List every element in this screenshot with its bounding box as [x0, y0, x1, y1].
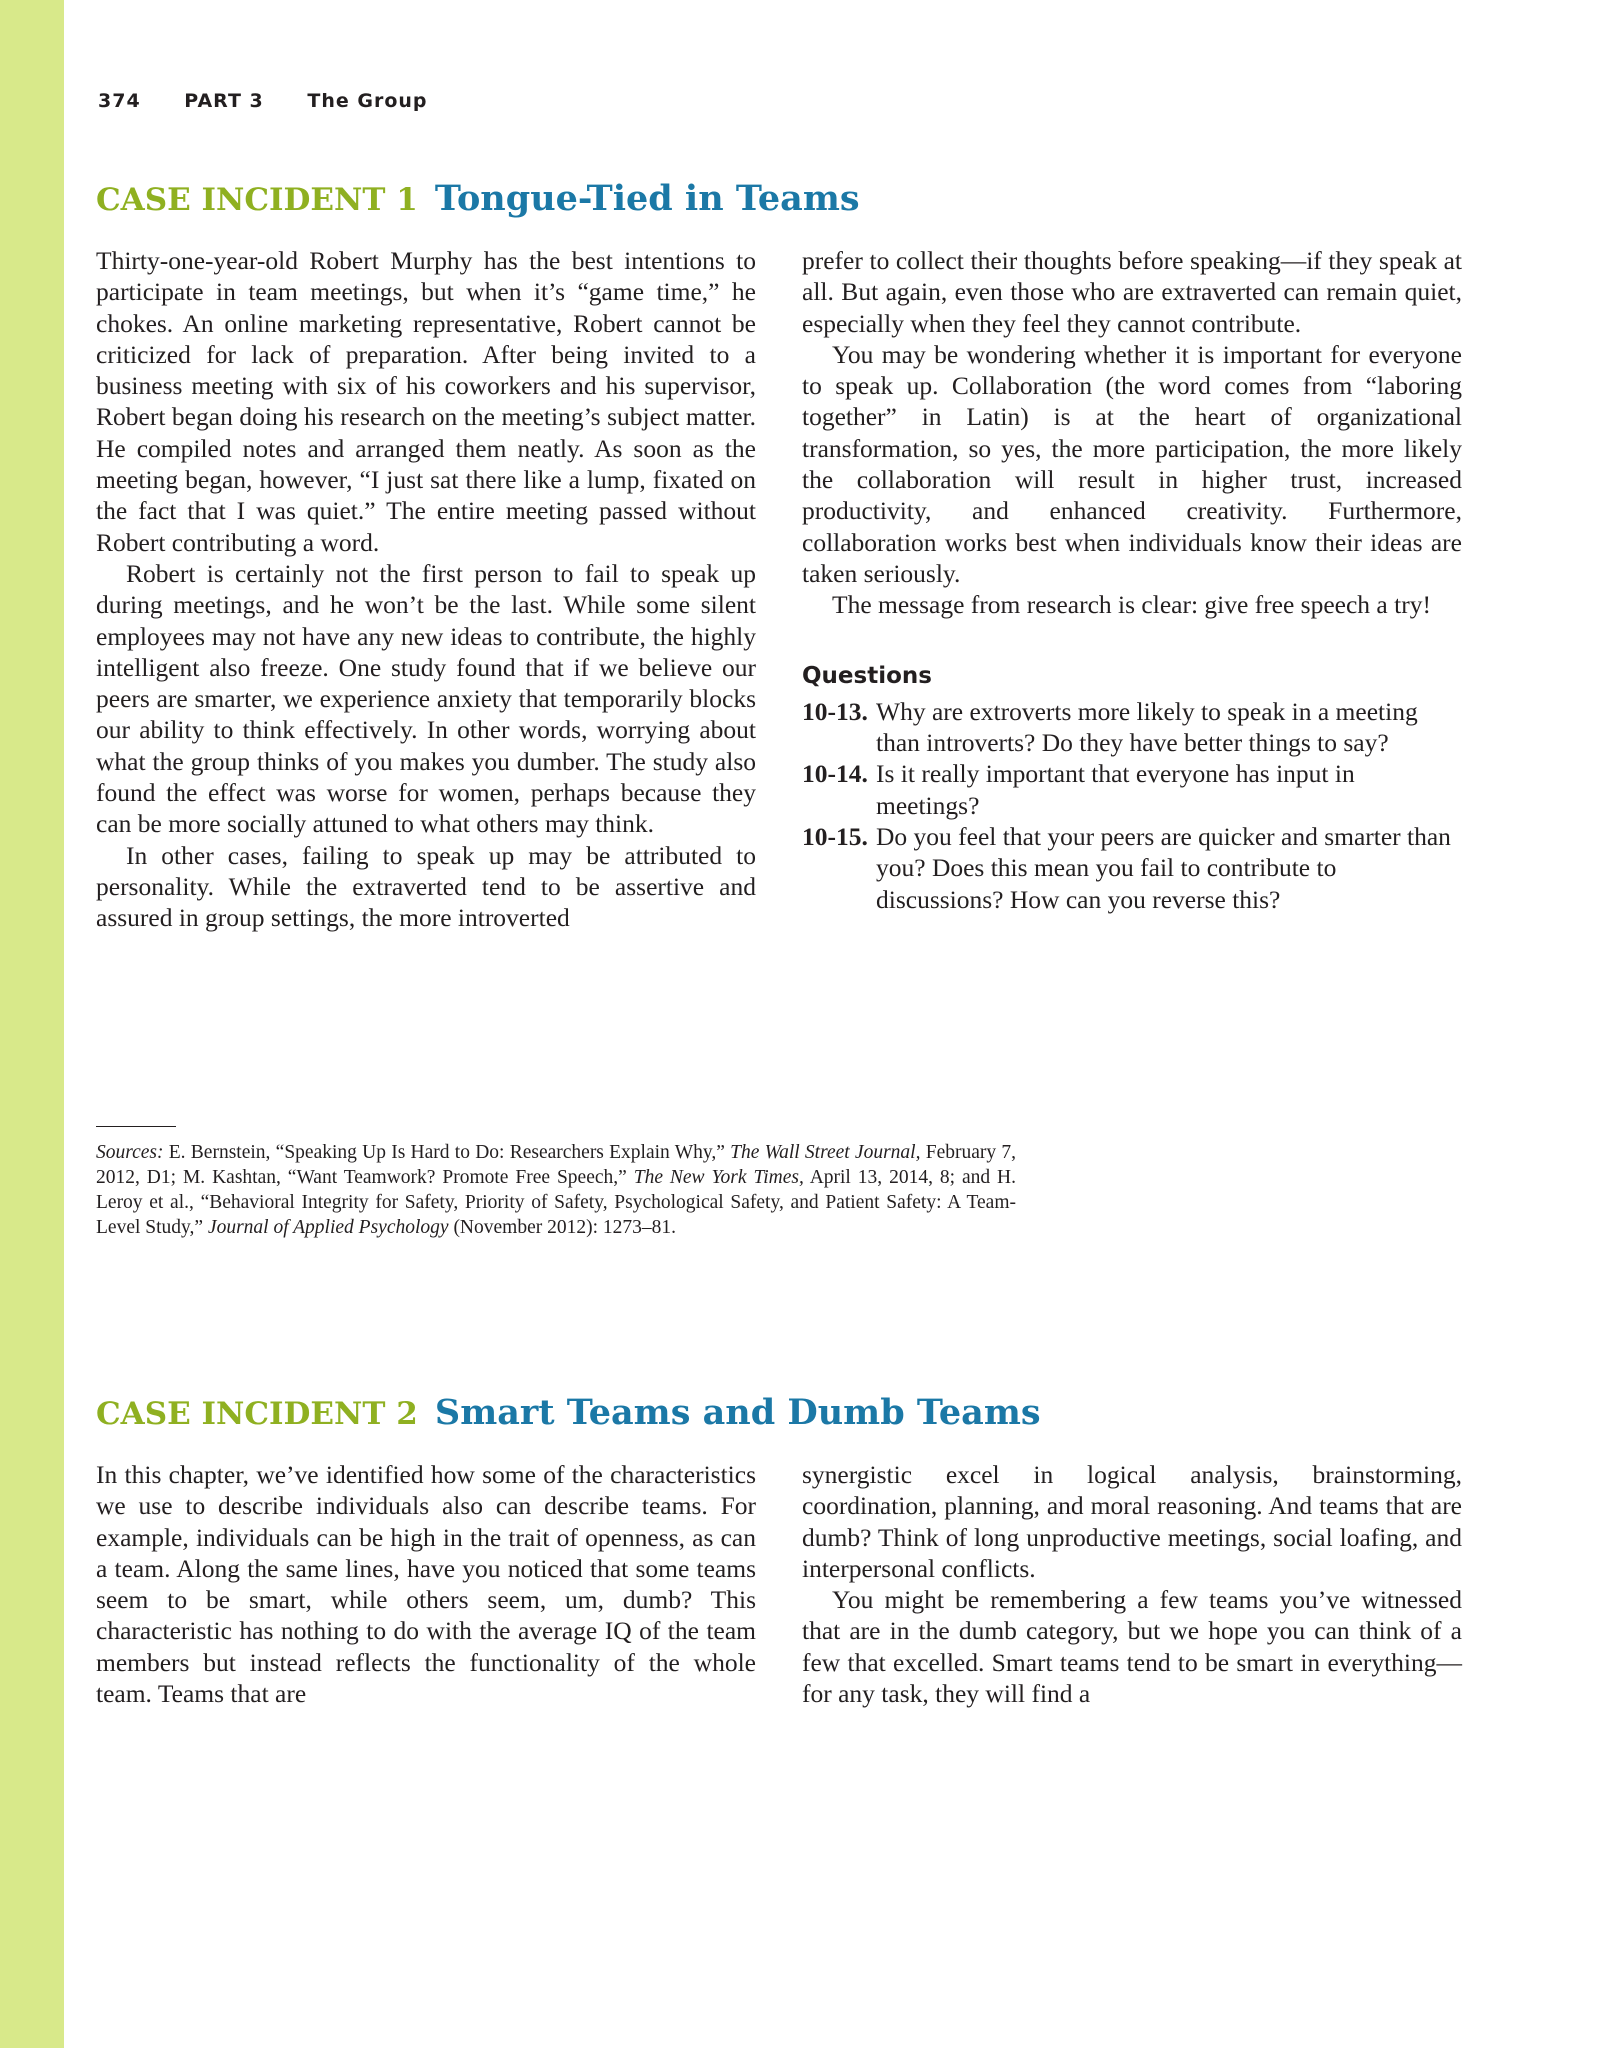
question-item — [802, 821, 1462, 915]
case2-paragraph: You might be remembering a few teams you’ve witnessed that are in the dumb category, but we hope you can think of a few that excelled. Smart teams tend to be smart in everything—for any task, they will find a — [802, 1585, 1462, 1709]
case2-left-column — [96, 1459, 756, 1709]
case2-right-column — [802, 1459, 1462, 1709]
question-number: 10-13. — [802, 696, 868, 726]
case1-paragraph: prefer to collect their thoughts before speaking—if they speak at all. But again, even those who are extraverted can remain quiet, especially when they feel they cannot contribute. — [802, 246, 1462, 338]
question-number: 10-15. — [802, 822, 868, 852]
sources-journal: Journal of Applied Psychology — [207, 1217, 449, 1238]
case1-paragraph: Thirty-one-year-old Robert Murphy has the best intentions to participate in team meetings, but when it’s “game time,” he chokes. An online marketing representative, Robert cannot be criticized for lack of preparation. After being invited to a business meeting with six of his coworkers and his supervisor, Robert began doing his research on the meeting’s subject matter. He compiled notes and arranged them neatly. As soon as the meeting began, however, “I just sat there like a lump, fixated on the fact that I was quiet.” The entire meeting passed without Robert contributing a word. — [96, 246, 756, 557]
questions-heading: Questions — [802, 662, 932, 689]
case-incident-2-title: Smart Teams and Dumb Teams — [434, 1392, 1041, 1433]
case-incident-2-label: CASE INCIDENT 2 — [96, 1396, 418, 1432]
case2-paragraph: synergistic excel in logical analysis, brainstorming, coordination, planning, and moral reasoning. And teams that are dumb? Think of long unproductive meetings, social loafing, and interpersonal conflicts. — [802, 1460, 1462, 1583]
question-number: 10-14. — [802, 759, 868, 789]
part-label: PART 3 — [184, 90, 264, 112]
case1-paragraph: The message from research is clear: give free speech a try! — [832, 590, 1431, 620]
case2-paragraph: In this chapter, we’ve identified how some of the characteristics we use to describe individuals also can describe teams. For example, individuals can be high in the trait of openness, as can a team. Along the same lines, have you noticed that some teams seem to be smart, while others seem, um, dumb? This characteristic has nothing to do with the average IQ of the team members but instead reflects the functionality of the whole team. Teams that are — [96, 1460, 756, 1709]
sources-journal: The New York Times, — [633, 1167, 804, 1188]
sources-note — [96, 1140, 1016, 1240]
running-header — [98, 90, 464, 112]
case-incident-2-heading — [96, 1392, 1041, 1433]
sources-text: April 13, 2014, 8; and H. Leroy et al., “Behavioral Integrity for Safety, Priority of Safety, Psychological Safety, and Patient Safety: A Team-Level Study,” — [96, 1167, 1016, 1238]
case1-right-column — [802, 245, 1462, 915]
sources-text: February 7, 2012, D1; M. Kashtan, “Want Teamwork? Promote Free Speech,” — [96, 1142, 1016, 1188]
question-item — [802, 758, 1462, 821]
case1-left-column — [96, 245, 756, 934]
case1-paragraph: In other cases, failing to speak up may be attributed to personality. While the extraverted tend to be assertive and assured in group settings, the more introverted — [96, 840, 756, 933]
part-title: The Group — [307, 90, 428, 112]
question-text: Do you feel that your peers are quicker and smarter than you? Does this mean you fail to contribute to discussions? How can you reverse this? — [876, 822, 1451, 914]
case-incident-1-heading — [96, 178, 860, 219]
question-text: Why are extroverts more likely to speak in a meeting than introverts? Do they have better things to say? — [876, 696, 1418, 758]
sources-text: (November 2012): 1273–81. — [448, 1217, 677, 1238]
case-incident-1-title: Tongue-Tied in Teams — [434, 178, 860, 219]
sources-journal: The Wall Street Journal, — [730, 1142, 921, 1163]
margin-color-stripe — [0, 0, 64, 2048]
case-incident-1-label: CASE INCIDENT 1 — [96, 182, 418, 218]
page-number: 374 — [98, 90, 141, 112]
question-item — [802, 696, 1462, 759]
sources-divider — [96, 1126, 176, 1127]
sources-label: Sources: — [96, 1142, 164, 1163]
case1-paragraph: You may be wondering whether it is important for everyone to speak up. Collaboration (the word comes from “laboring together” in Latin) is at the heart of organizational transformation, so yes, the more participation, the more likely the collaboration will result in higher trust, increased productivity, and enhanced creativity. Furthermore, collaboration works best when individuals know their ideas are taken seriously. — [802, 339, 1462, 588]
question-text: Is it really important that everyone has input in meetings? — [876, 759, 1355, 820]
sources-text: E. Bernstein, “Speaking Up Is Hard to Do: Researchers Explain Why,” — [163, 1142, 731, 1163]
case1-paragraph: Robert is certainly not the first person to fail to speak up during meetings, and he won’t be the last. While some silent employees may not have any new ideas to contribute, the highly intelligent also freeze. One study found that if we believe our peers are smarter, we experience anxiety that temporarily blocks our ability to think effectively. In other words, worrying about what the group thinks of you makes you dumber. The study also found the effect was worse for women, perhaps because they can be more socially attuned to what others may think. — [96, 558, 756, 839]
